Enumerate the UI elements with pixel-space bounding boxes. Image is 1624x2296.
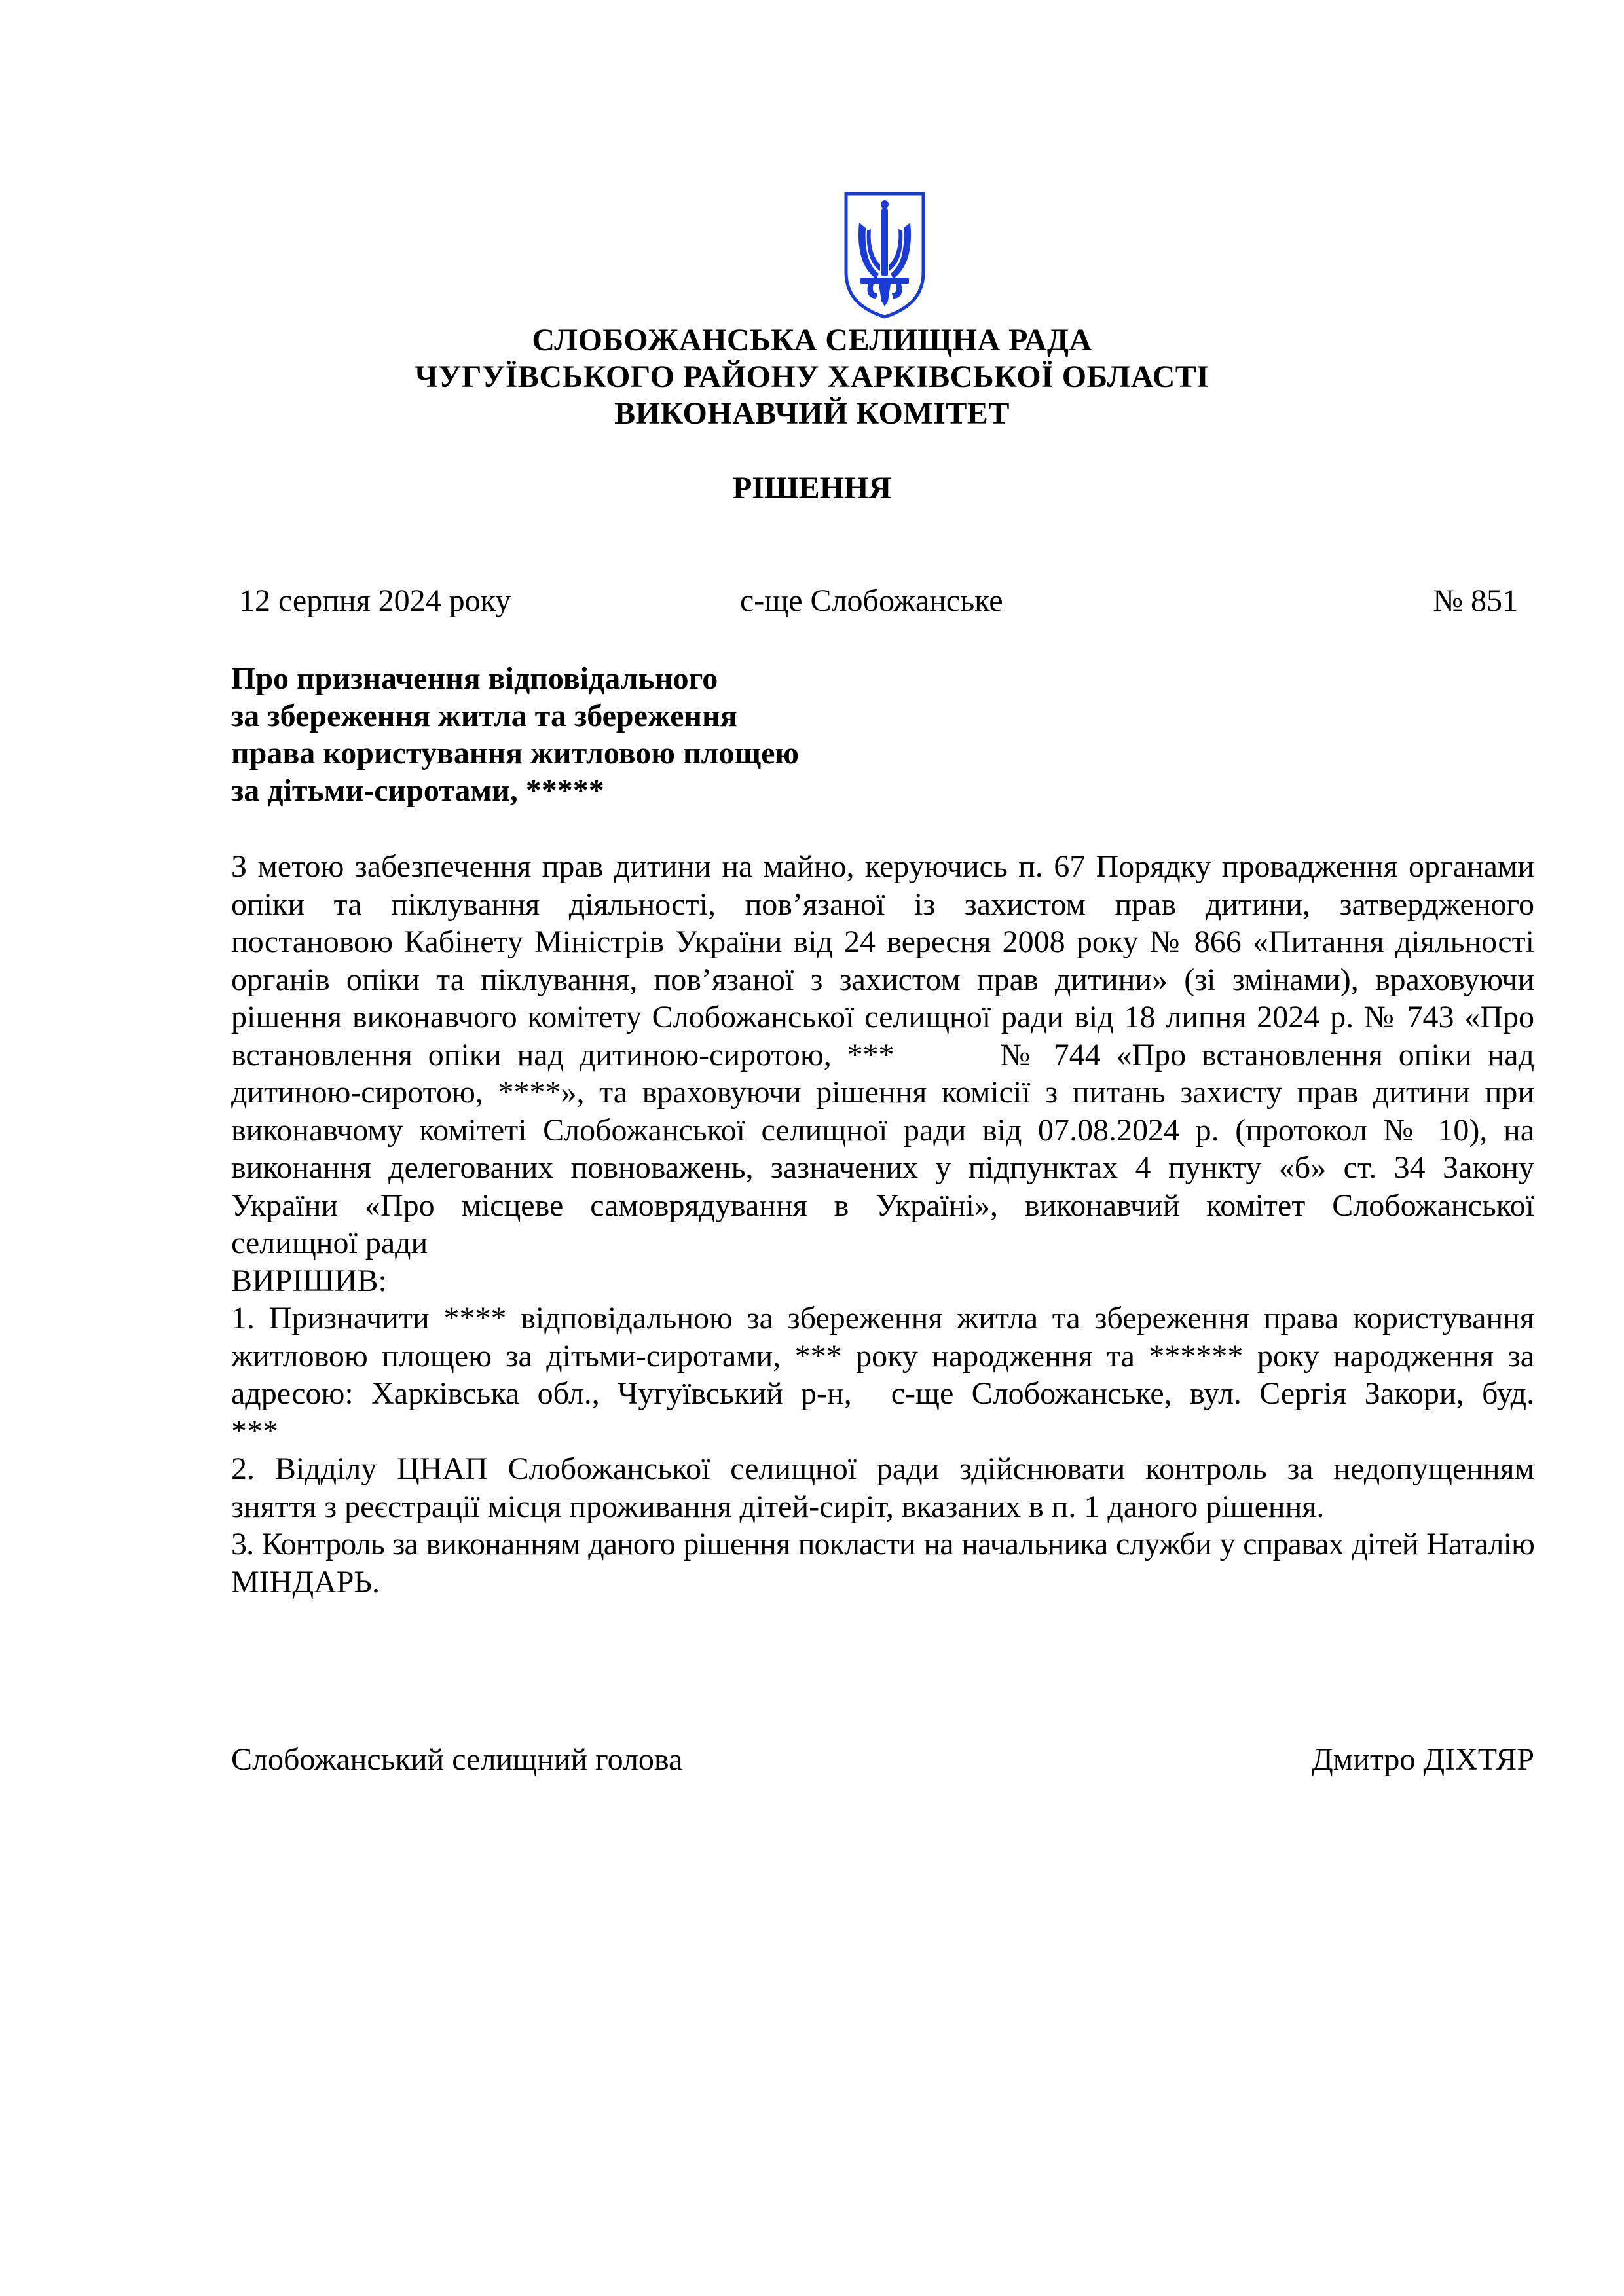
resolution-item-1 [231, 1300, 1534, 1450]
preamble-line: виконавчому комітеті Слобожанської селищної ради від 07.08.2024 р. (протокол № 10), на [231, 1112, 1534, 1148]
preamble-line: дитиною-сиротою, ****», та враховуючи рішення комісії з питань захисту прав дитини при [231, 1075, 1534, 1110]
preamble-line-split [231, 1036, 1534, 1074]
preamble-line: постановою Кабінету Міністрів України від 24 вересня 2008 року № 866 «Питання діяльності [231, 924, 1534, 959]
resolution-item-3 [231, 1525, 1534, 1601]
item-line: 1. Призначити **** відповідальною за збереження житла та збереження права користування [231, 1301, 1534, 1336]
header-line-committee: ВИКОНАВЧИЙ КОМІТЕТ [614, 396, 1010, 431]
preamble-line-part: встановлення опіки над дитиною-сиротою, *** [231, 1037, 895, 1072]
item-line: МІНДАРЬ. [231, 1564, 380, 1599]
coat-of-arms-icon [842, 190, 927, 319]
preamble-line: України «Про місцеве самоврядування в Україні», виконавчий комітет Слобожанської [231, 1188, 1534, 1223]
item-line-part: адресою: Харківська обл., Чугуївський р-н, [231, 1376, 852, 1411]
preamble-line: селищної ради [231, 1226, 428, 1260]
header-line-district: ЧУГУЇВСЬКОГО РАЙОНУ ХАРКІВСЬКОЇ ОБЛАСТІ [415, 359, 1209, 394]
subject-line: права користування житловою площею [231, 736, 800, 771]
header-line-council: СЛОБОЖАНСЬКА СЕЛИЩНА РАДА [532, 323, 1092, 357]
document-date: 12 серпня 2024 року [239, 583, 511, 618]
preamble-line-part: № 744 «Про встановлення опіки над [992, 1037, 1535, 1072]
item-line: житловою площею за дітьми-сиротами, *** року народження та ****** року народження за [231, 1338, 1534, 1374]
signatory-name: Дмитро ДІХТЯР [1312, 1742, 1534, 1777]
signatory-position: Слобожанський селищний голова [231, 1742, 683, 1777]
preamble-line: органів опіки та піклування, пов’язаної з захистом прав дитини» (зі змінами), враховуючи [231, 962, 1534, 997]
item-line: 2. Відділу ЦНАП Слобожанської селищної ради здійснювати контроль за недопущенням [231, 1451, 1534, 1486]
document-number: № 851 [1433, 583, 1518, 618]
item-line-part: с-ще Слобожанське, вул. Сергія Закори, буд. [891, 1376, 1534, 1411]
preamble-paragraph [231, 848, 1534, 1300]
subject-line: Про призначення відповідального [231, 661, 718, 696]
item-line-split [231, 1375, 1534, 1413]
subject-line: за збереження житла та збереження [231, 699, 737, 733]
preamble-line: виконання делегованих повноважень, зазначених у підпунктах 4 пункту «б» ст. 34 Закону [231, 1150, 1534, 1185]
subject-line: за дітьми-сиротами, ***** [231, 773, 604, 808]
authority-header [0, 322, 1624, 432]
item-line: 3. Контроль за виконанням даного рішення покласти на начальника служби у справах дітей Наталію [231, 1527, 1534, 1561]
preamble-line: З метою забезпечення прав дитини на майно, керуючись п. 67 Порядку провадження органами [231, 849, 1534, 884]
document-subject [231, 660, 799, 809]
preamble-line: опіки та піклування діяльності, пов’язаної із захистом прав дитини, затвердженого [231, 886, 1534, 922]
preamble-line: рішення виконавчого комітету Слобожанської селищної ради від 18 липня 2024 р. № 743 «Про [231, 1000, 1534, 1034]
item-line: *** [231, 1413, 278, 1449]
item-line: зняття з реєстрації місця проживання дітей-сиріт, вказаних в п. 1 даного рішення. [231, 1489, 1325, 1524]
resolution-item-2 [231, 1450, 1534, 1525]
decided-label: ВИРІШИВ: [231, 1263, 387, 1298]
document-place: с-ще Слобожанське [740, 583, 1003, 618]
document-type: РІШЕННЯ [732, 471, 892, 505]
